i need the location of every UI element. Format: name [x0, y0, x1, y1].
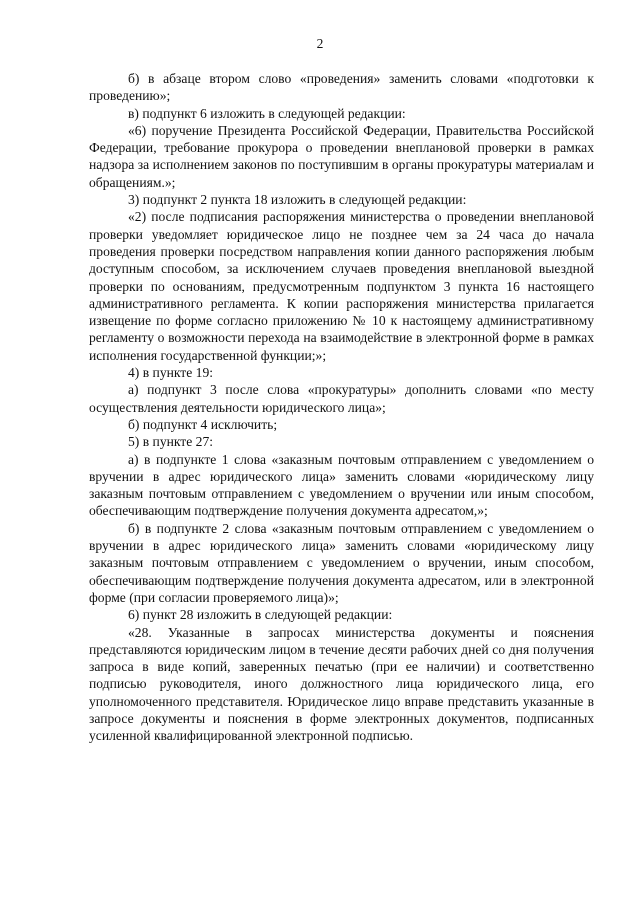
paragraph: а) подпункт 3 после слова «прокуратуры» дополнить словами «по месту осуществления деятельности юридического лица»; — [89, 382, 594, 415]
page-number: 2 — [316, 36, 324, 51]
paragraph: в) подпункт 6 изложить в следующей редакции: — [128, 105, 406, 121]
paragraph: б) в подпункте 2 слова «заказным почтовым отправлением с уведомлением о вручении в адрес юридического лица» заменить словами «юридическому лицу заказным почтовым отправлением с уведомлением о вручении, иным способом, обеспечивающим подтверждение получения документа адресатом, или в электронной форме (при согласии проверяемого лица)»; — [89, 520, 594, 605]
paragraph: «6) поручение Президента Российской Федерации, Правительства Российской Федерации, требование прокурора о проведении внеплановой проверки в рамках надзора за исполнением законов по поступившим в органы прокуратуры материалам и обращениям.»; — [89, 122, 594, 190]
paragraph: «2) после подписания распоряжения министерства о проведении внеплановой проверки уведомляет юридическое лицо не позднее чем за 24 часа до начала проведения проверки посредством направления копии данного распоряжения любым доступным способом, за исключением случаев проведения внеплановой выездной проверки по основаниям, предусмотренным подпунктом 3 пункта 16 настоящего административного регламента. К копии распоряжения министерства прилагается извещение по форме согласно приложению № 10 к настоящему административному регламенту о возможности перехода на взаимодействие в электронной форме в рамках исполнения государственной функции;»; — [89, 209, 594, 363]
paragraph: «28. Указанные в запросах министерства документы и пояснения представляются юридическим лицом в течение десяти рабочих дней со дня получения запроса в виде копий, заверенных печатью (при ее наличии) и соответственно подписью руководителя, иного должностного лица юридического лица, его уполномоченного представителя. Юридическое лицо вправе представить указанные в запросе документы и пояснения в форме электронных документов, подписанных усиленной квалифицированной электронной подписью. — [89, 624, 594, 744]
paragraph: 3) подпункт 2 пункта 18 изложить в следующей редакции: — [128, 192, 467, 208]
paragraph: б) в абзаце втором слово «проведения» заменить словами «подготовки к проведению»; — [89, 71, 594, 104]
document-body — [89, 70, 594, 745]
paragraph: а) в подпункте 1 слова «заказным почтовым отправлением с уведомлением о вручении в адрес юридического лица» заменить словами «юридическому лицу заказным почтовым отправлением с уведомлением о вручении или иным способом, обеспечивающим подтверждение получения документа адресатом,»; — [89, 451, 594, 519]
paragraph: б) подпункт 4 исключить; — [128, 416, 278, 432]
paragraph: 4) в пункте 19: — [128, 365, 214, 381]
paragraph: 6) пункт 28 изложить в следующей редакции: — [128, 607, 393, 623]
paragraph: 5) в пункте 27: — [128, 434, 214, 450]
